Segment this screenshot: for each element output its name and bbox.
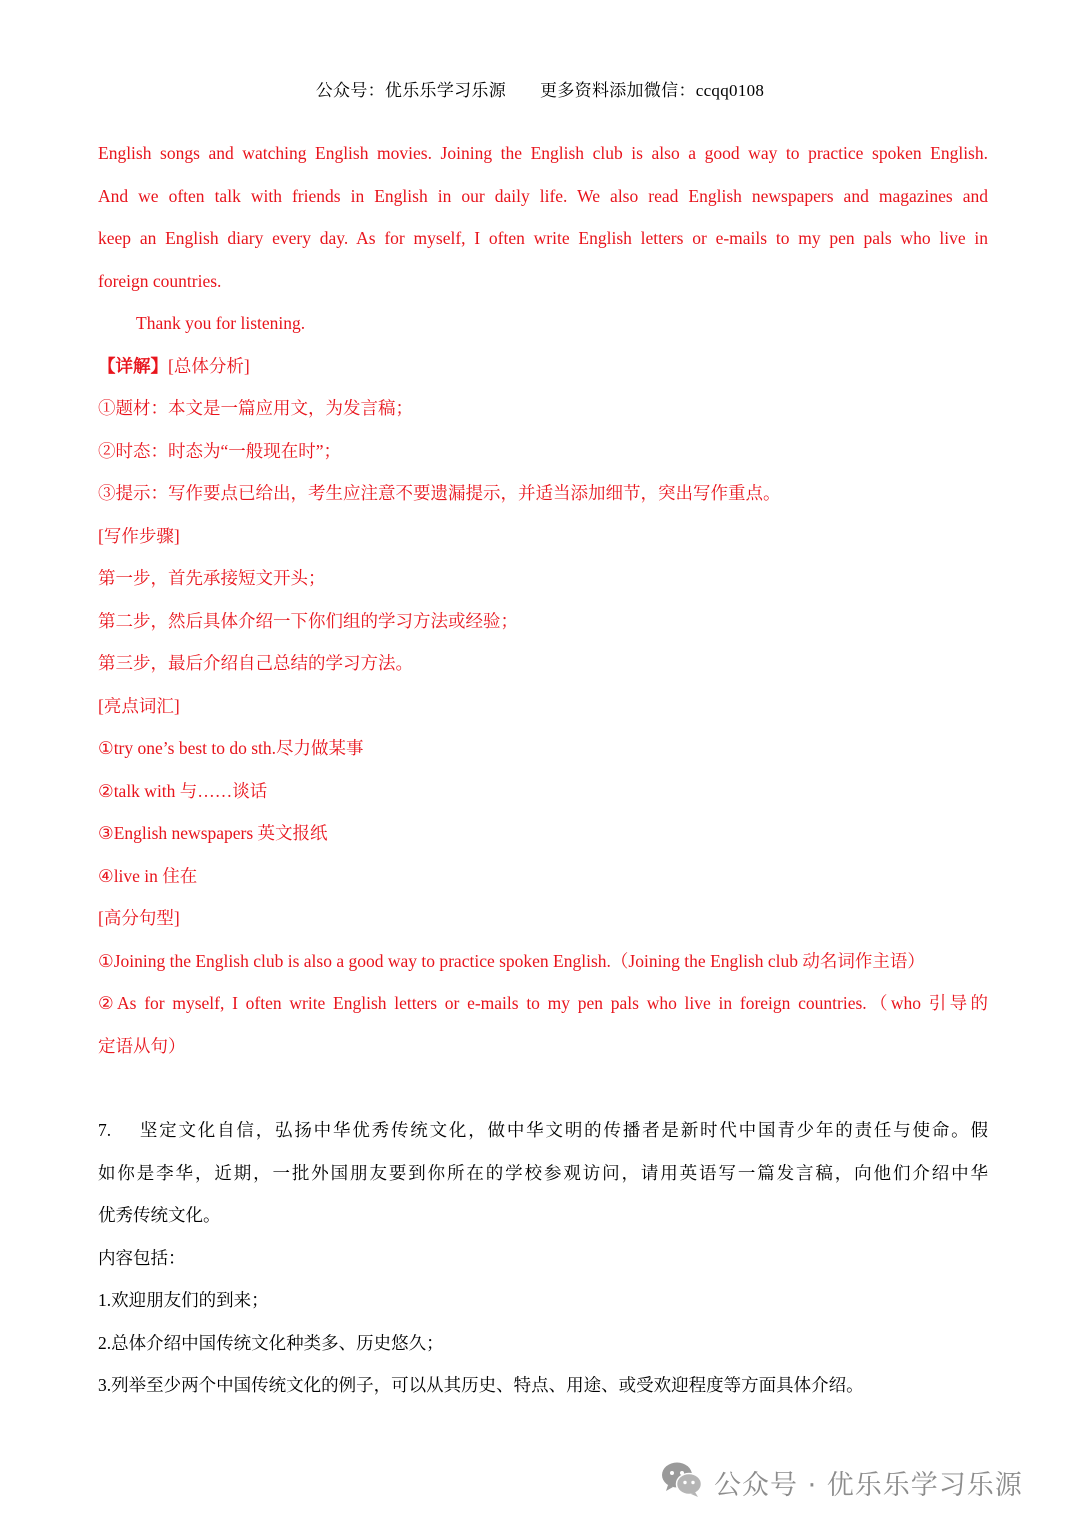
page-header [0,76,1080,101]
section-spacer [98,1067,988,1109]
essay-closing: Thank you for listening. [136,313,306,333]
question-number: 7. [98,1120,112,1140]
vocab-heading: [亮点词汇] [98,695,180,716]
step-item: 第三步，最后介绍自己总结的学习方法。 [98,653,413,673]
question-line: 如你是李华，近期，一批外国朋友要到你所在的学校参观访问，请用英语写一篇发言稿，向他们介绍中华 [98,1162,988,1183]
essay-line: And we often talk with friends in English in our daily life. We also read English newspapers and magazines and [98,185,988,206]
document-body [98,132,988,1407]
detail-heading [98,345,988,388]
vocab-item: ①try one’s best to do sth.尽力做某事 [98,738,364,758]
detail-label: 【详解】 [98,355,168,376]
requirement-item: 2.总体介绍中国传统文化种类多、历史悠久； [98,1332,444,1353]
essay-line: English songs and watching English movies. Joining the English club is also a good way to practice spoken English. [98,143,988,163]
header-account: 公众号：优乐乐学习乐源 [315,81,507,100]
question-text: 坚定文化自信，弘扬中华优秀传统文化，做中华文明的传播者是新时代中国青少年的责任与使命。假 [138,1120,988,1140]
sentence-item: ②As for myself, I often write English letters or e-mails to my pen pals who live in foreign countries.（who 引导的 [98,993,988,1013]
question-line: 优秀传统文化。 [98,1205,221,1225]
analysis-tense: ②时态：时态为“一般现在时”； [98,440,342,461]
wechat-icon [660,1460,714,1505]
wechat-watermark [660,1460,1023,1505]
header-contact: 更多资料添加微信：ccqq0108 [540,81,765,100]
analysis-hint: ③提示：写作要点已给出，考生应注意不要遗漏提示，并适当添加细节，突出写作重点。 [98,483,781,503]
vocab-item: ④live in 住在 [98,865,198,886]
requirement-item: 1.欢迎朋友们的到来； [98,1290,269,1310]
sentence-heading: [高分句型] [98,908,180,928]
step-item: 第二步，然后具体介绍一下你们组的学习方法或经验； [98,610,518,631]
watermark-text: 公众号 · 优乐乐学习乐源 [714,1470,1023,1501]
vocab-item: ③English newspapers 英文报纸 [98,823,328,843]
requirement-item: 3.列举至少两个中国传统文化的例子，可以从其历史、特点、用途、或受欢迎程度等方面具体介绍。 [98,1375,864,1395]
step-item: 第一步，首先承接短文开头； [98,568,326,588]
analysis-theme: ①题材：本文是一篇应用文，为发言稿； [98,398,413,418]
vocab-item: ②talk with 与……谈话 [98,780,268,801]
essay-line: foreign countries. [98,270,222,291]
sentence-item-continued: 定语从句） [98,1035,186,1056]
sentence-item: ①Joining the English club is also a good way to practice spoken English.（Joining the English club 动名词作主语） [98,950,925,971]
content-label: 内容包括： [98,1247,186,1268]
overall-label: [总体分析] [168,355,250,376]
steps-heading: [写作步骤] [98,525,180,546]
question-line [98,1109,988,1152]
essay-line: keep an English diary every day. As for myself, I often write English letters or e-mails to my pen pals who live in [98,228,988,248]
